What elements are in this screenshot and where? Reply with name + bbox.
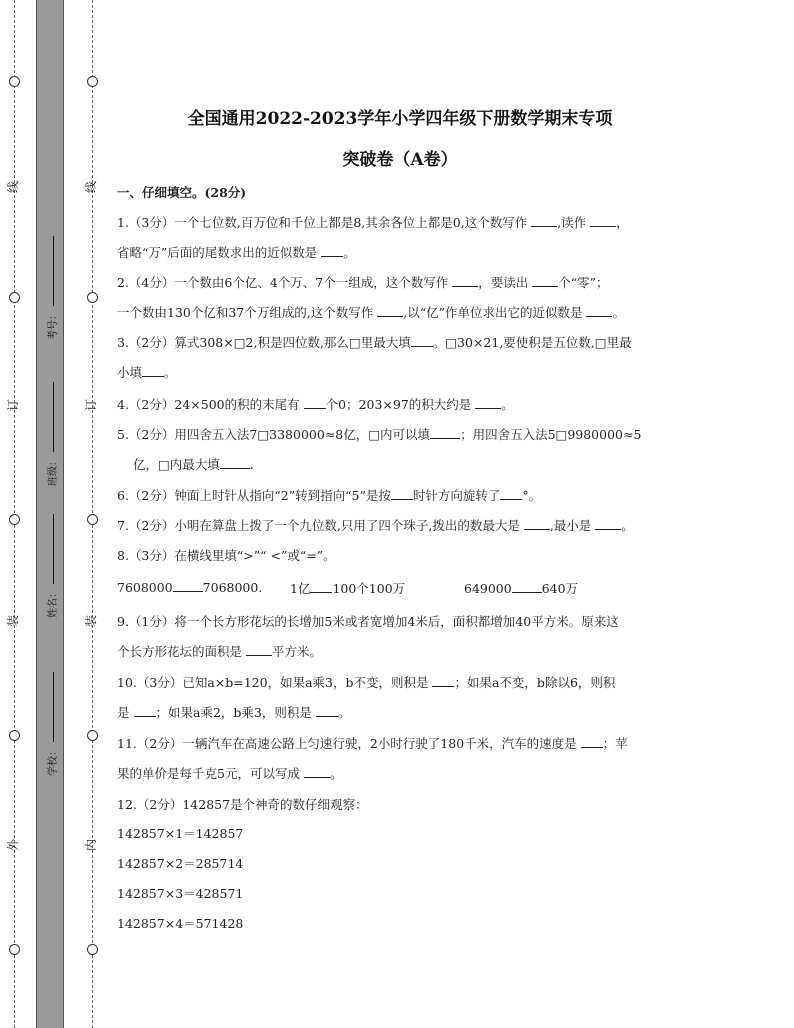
hole-ring: [9, 514, 20, 525]
answer-blank[interactable]: [411, 334, 433, 347]
hole-ring: [87, 76, 98, 87]
equation-line: 142857×1＝142857: [117, 826, 244, 841]
equation-line: 142857×2＝285714: [117, 856, 244, 871]
equation-line: 142857×4＝571428: [117, 916, 244, 931]
answer-blank[interactable]: [134, 704, 156, 717]
answer-blank[interactable]: [321, 244, 343, 257]
school-field[interactable]: [44, 672, 59, 776]
answer-blank[interactable]: [590, 214, 616, 227]
answer-blank[interactable]: [581, 735, 603, 748]
question-8: 8.（3分）在横线里填“>”“ <”或“=”。: [117, 548, 336, 563]
margin-char: 订: [84, 399, 98, 412]
answer-blank[interactable]: [531, 214, 557, 227]
margin-char: 线: [6, 181, 20, 194]
field-label: 姓名：: [48, 588, 59, 618]
answer-blank[interactable]: [532, 274, 558, 287]
field-label: 考号：: [48, 310, 59, 340]
hole-ring: [87, 292, 98, 303]
compare-item: 7608000 7068000.: [117, 580, 263, 595]
answer-blank[interactable]: [142, 364, 164, 377]
margin-char: 装: [6, 615, 20, 628]
margin-char: 线: [84, 181, 98, 194]
question-1: 1.（3分）一个七位数,百万位和千位上都是8,其余各位上都是0,这个数写作 ,读作 ，: [117, 215, 629, 230]
margin-char: 外: [6, 839, 20, 852]
question-10-cont: 是 ；如果a乘2，b乘3，则积是 。: [117, 705, 351, 720]
margin-char: 订: [6, 399, 20, 412]
field-label: 学校：: [48, 746, 59, 776]
question-1-cont: 省略“万”后面的尾数求出的近似数是 。: [117, 245, 356, 260]
answer-blank[interactable]: [430, 426, 460, 439]
answer-blank[interactable]: [246, 643, 272, 656]
answer-blank[interactable]: [595, 517, 621, 530]
question-7: 7.（2分）小明在算盘上拨了一个九位数,只用了四个珠子,拨出的数最大是 ,最小是 。: [117, 518, 634, 533]
answer-blank[interactable]: [316, 704, 338, 717]
answer-blank[interactable]: [586, 304, 612, 317]
question-2-cont: 一个数由130个亿和37个万组成的,这个数写作 ,以“亿”作单位求出它的近似数是 。: [117, 305, 625, 320]
compare-item: 649000 640万: [464, 581, 579, 596]
class-field[interactable]: [44, 382, 59, 486]
answer-blank[interactable]: [512, 580, 542, 593]
question-11-cont: 果的单价是每千克5元，可以写成 。: [117, 766, 343, 781]
answer-blank[interactable]: [432, 674, 454, 687]
hole-ring: [87, 730, 98, 741]
answer-blank[interactable]: [220, 456, 250, 469]
hole-ring: [9, 944, 20, 955]
question-9-cont: 个长方形花坛的面积是 平方米。: [117, 644, 323, 659]
answer-blank[interactable]: [310, 580, 332, 593]
answer-blank[interactable]: [391, 487, 413, 500]
question-9: 9.（1分）将一个长方形花坛的长增加5米或者宽增加4米后，面积都增加40平方米。原来这: [117, 614, 619, 629]
question-10: 10.（3分）已知a×b=120，如果a乘3，b不变，则积是 ；如果a不变，b除以6，则积: [117, 675, 616, 690]
question-5: 5.（2分）用四舍五入法7□3380000≈8亿，□内可以填 ；用四舍五入法5□9980000≈5: [117, 427, 642, 442]
exam-number-field[interactable]: [44, 236, 59, 340]
hole-ring: [9, 292, 20, 303]
section-heading: 一、仔细填空。(28分): [117, 185, 247, 200]
question-3: 3.（2分）算式308×□2,积是四位数,那么□里最大填 。□30×21,要使积是五位数,□里最: [117, 335, 632, 350]
answer-blank[interactable]: [500, 487, 522, 500]
compare-item: 1亿 100个100万: [290, 581, 406, 596]
question-12: 12.（2分）142857是个神奇的数仔细观察：: [117, 797, 368, 812]
margin-char: 内: [84, 839, 98, 852]
answer-blank[interactable]: [173, 579, 203, 592]
question-3-cont: 小填 。: [117, 365, 177, 380]
answer-blank[interactable]: [452, 274, 478, 287]
answer-blank[interactable]: [524, 517, 550, 530]
hole-ring: [87, 514, 98, 525]
hole-ring: [9, 730, 20, 741]
name-field[interactable]: [44, 514, 59, 618]
answer-blank[interactable]: [475, 396, 501, 409]
question-11: 11.（2分）一辆汽车在高速公路上匀速行驶，2小时行驶了180千米，汽车的速度是 ；苹: [117, 736, 628, 751]
equation-line: 142857×3＝428571: [117, 886, 244, 901]
field-label: 班级：: [48, 456, 59, 486]
question-5-cont: 亿，□内最大填 .: [133, 457, 254, 472]
question-6: 6.（2分）钟面上时针从指向“2”转到指向“5”是按 时针方向旋转了 °。: [117, 488, 542, 503]
answer-blank[interactable]: [304, 765, 330, 778]
answer-blank[interactable]: [304, 396, 326, 409]
answer-blank[interactable]: [377, 304, 403, 317]
question-2: 2.（4分）一个数由6个亿、4个万、7个一组成，这个数写作 ，要读出 个“零”；: [117, 275, 609, 290]
page-subtitle: 突破卷（A卷）: [342, 150, 458, 170]
question-4: 4.（2分）24×500的积的末尾有 个0；203×97的积大约是 。: [117, 397, 514, 412]
hole-ring: [9, 76, 20, 87]
margin-char: 装: [84, 615, 98, 628]
page-title: 全国通用2022-2023学年小学四年级下册数学期末专项: [187, 109, 613, 129]
hole-ring: [87, 944, 98, 955]
